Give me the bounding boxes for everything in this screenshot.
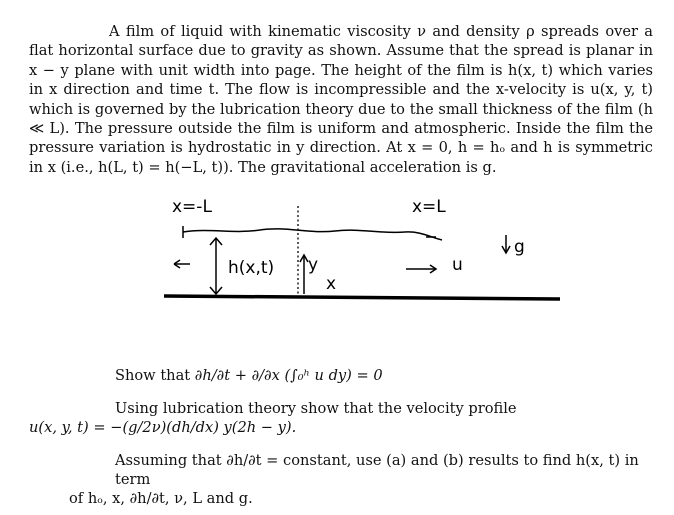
ground-surface — [164, 296, 560, 299]
problem-statement: A film of liquid with kinematic viscosity ν and density ρ spreads over a flat horizontal surface due to gravity as shown. Assume that the spread is planar in x − y plane with unit width into page. The height of the film is h(x, t) which varies in x direction and time t. The flow is incompressible and the x-velocity is u(x, y, t) which is governed by the lubrication theory due to the small thickness of the film (h ≪ L). The pressure outside the film is uniform and atmospheric. Inside the film the pressure variation is hydrostatic in y direction. At x = 0, h = hₒ and h is symmetric in x (i.e., h(L, t) = h(−L, t)). The gravitational acceleration is g. — [29, 23, 653, 176]
label-x: x — [326, 274, 337, 294]
label-x-l: x=L — [412, 197, 446, 217]
film-surface — [183, 229, 442, 240]
film-diagram — [150, 188, 570, 308]
question-parts — [29, 366, 669, 508]
part-b-text: Using lubrication theory show that the velocity profile — [115, 400, 517, 417]
part-c-line-2: of hₒ, x, ∂h/∂t, ν, L and g. — [69, 490, 253, 507]
part-a-equation: ∂h/∂t + ∂/∂x (∫₀ʰ u dy) = 0 — [194, 367, 383, 384]
part-c-line-1: Assuming that ∂h/∂t = constant, use (a) and (b) results to find h(x, t) in term — [115, 452, 639, 488]
part-a-prefix: Show that — [115, 367, 191, 384]
label-u: u — [452, 255, 463, 275]
label-g: g — [514, 237, 525, 257]
film-diagram-svg — [150, 188, 570, 308]
part-b-equation: u(x, y, t) = −(g/2ν)(dh/dx) y(2h − y). — [29, 419, 297, 436]
label-height: h(x,t) — [228, 258, 275, 278]
part-a — [115, 366, 669, 385]
part-c — [69, 451, 669, 508]
label-y: y — [308, 255, 319, 275]
label-x-minus-l: x=-L — [172, 197, 212, 217]
